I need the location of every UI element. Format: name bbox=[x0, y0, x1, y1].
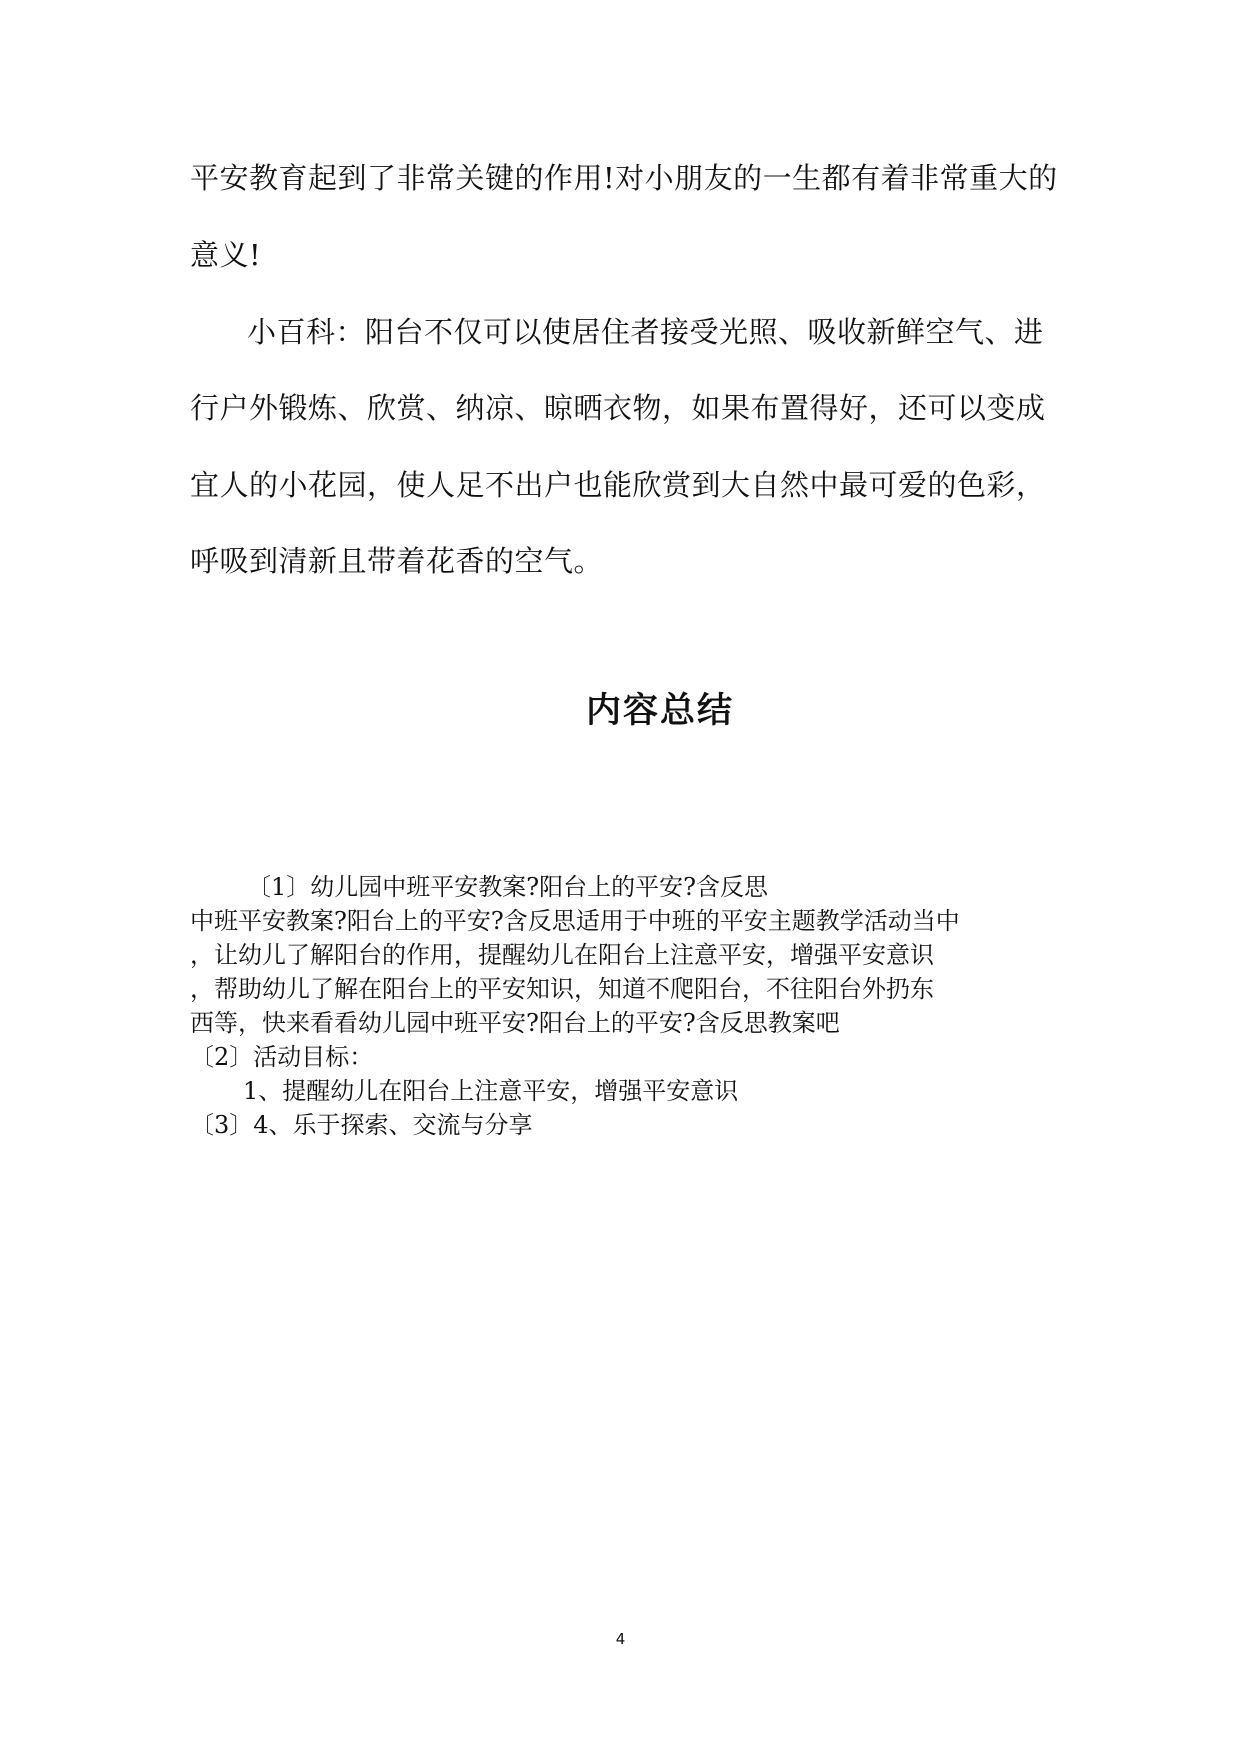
body-text-line: 意义! bbox=[190, 238, 262, 272]
body-text-line: 呼吸到清新且带着花香的空气。 bbox=[190, 544, 604, 578]
body-text-line: 行户外锻炼、欣赏、纳凉、晾晒衣物，如果布置得好，还可以变成 bbox=[190, 391, 1046, 425]
summary-line: 〔2〕活动目标： bbox=[190, 1043, 374, 1071]
page-number: 4 bbox=[615, 1630, 626, 1648]
body-text-line: 宜人的小花园，使人足不出户也能欣赏到大自然中最可爱的色彩， bbox=[190, 468, 1046, 502]
body-text-line: 平安教育起到了非常关键的作用!对小朋友的一生都有着非常重大的 bbox=[190, 161, 1058, 195]
section-title: 内容总结 bbox=[585, 691, 734, 731]
summary-line: 1、提醒幼儿在阳台上注意平安，增强平安意识 bbox=[243, 1077, 739, 1105]
summary-line: ，帮助幼儿了解在阳台上的平安知识，知道不爬阳台，不往阳台外扔东 bbox=[190, 975, 934, 1003]
summary-line: 西等，快来看看幼儿园中班平安?阳台上的平安?含反思教案吧 bbox=[190, 1009, 840, 1037]
summary-line: 中班平安教案?阳台上的平安?含反思适用于中班的平安主题教学活动当中 bbox=[190, 907, 960, 935]
summary-line: ，让幼儿了解阳台的作用，提醒幼儿在阳台上注意平安，增强平安意识 bbox=[190, 941, 934, 969]
body-text-line: 小百科：阳台不仅可以使居住者接受光照、吸收新鲜空气、进 bbox=[247, 315, 1044, 349]
summary-line: 〔3〕4、乐于探索、交流与分享 bbox=[190, 1111, 533, 1139]
summary-line: 〔1〕幼儿园中班平安教案?阳台上的平安?含反思 bbox=[247, 873, 769, 901]
